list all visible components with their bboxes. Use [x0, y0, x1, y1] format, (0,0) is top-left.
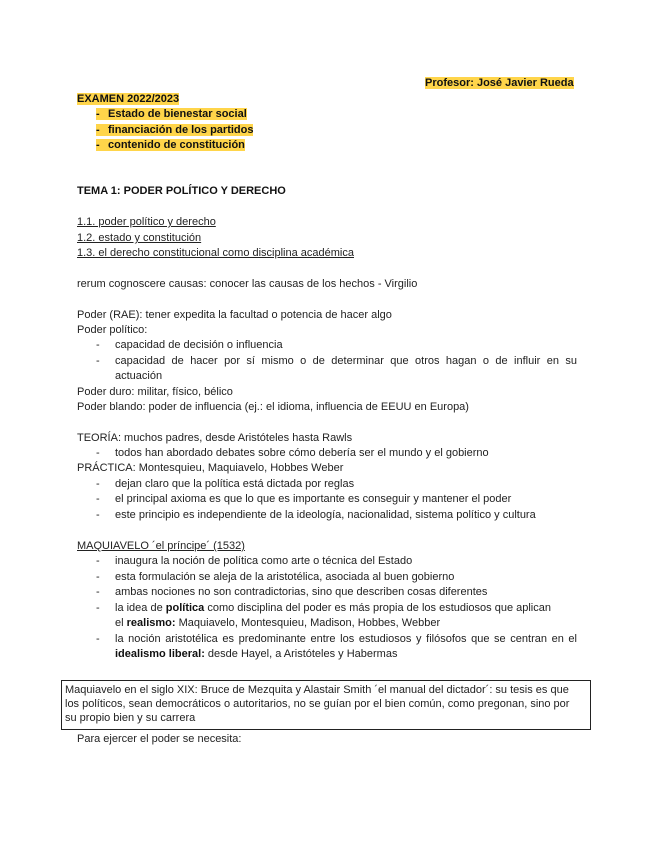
exam-bullet: - [96, 124, 108, 136]
practica-line: PRÁCTICA: Montesquieu, Maquiavelo, Hobbes Weber [77, 462, 344, 474]
maquiavelo-title: MAQUIAVELO ´el príncipe´ (1532) [77, 540, 245, 552]
bullet: - [96, 447, 100, 459]
keyword-idealismo: idealismo liberal: [115, 648, 205, 660]
toc-item: 1.3. el derecho constitucional como disciplina académica [77, 247, 354, 259]
exam-bullet: - [96, 108, 108, 120]
bullet: - [96, 339, 100, 351]
list-item: capacidad de hacer por sí mismo o de determinar que otros hagan o de influir en su [115, 355, 577, 367]
teoria-line: TEORÍA: muchos padres, desde Aristóteles hasta Rawls [77, 432, 353, 444]
bullet: - [96, 633, 100, 645]
toc-item: 1.1. poder político y derecho [77, 216, 216, 228]
list-item-continuation: actuación [115, 370, 163, 382]
list-item: capacidad de decisión o influencia [115, 339, 283, 351]
bullet: - [96, 586, 100, 598]
exam-item: financiación de los partidos [108, 124, 254, 136]
list-item: ambas nociones no son contradictorias, sino que describen cosas diferentes [115, 586, 488, 598]
text-fragment: Maquiavelo, Montesquieu, Madison, Hobbes, Webber [175, 617, 441, 629]
bullet: - [96, 602, 100, 614]
poder-blando: Poder blando: poder de influencia (ej.: el idioma, influencia de EEUU en Europa) [77, 401, 469, 413]
bullet: - [96, 493, 100, 505]
exam-item: Estado de bienestar social [108, 108, 247, 120]
box-line: los políticos, sean democráticos o autoritarios, no se guían por el bien común, como pregonan, sino por [65, 698, 570, 710]
text-fragment: desde Hayel, a Aristóteles y Habermas [204, 648, 398, 660]
list-item: esta formulación se aleja de la aristotélica, asociada al buen gobierno [115, 571, 455, 583]
text-fragment: el [115, 617, 127, 629]
section-title: TEMA 1: PODER POLÍTICO Y DERECHO [77, 185, 286, 197]
list-item: todos han abordado debates sobre cómo debería ser el mundo y el gobierno [115, 447, 489, 459]
bullet: - [96, 355, 100, 367]
toc-item: 1.2. estado y constitución [77, 232, 202, 244]
poder-politico: Poder político: [77, 324, 148, 336]
list-item-continuation [115, 617, 440, 629]
bullet: - [96, 509, 100, 521]
text-fragment: como disciplina del poder es más propia de los estudiosos que aplican [204, 602, 551, 614]
bullet: - [96, 555, 100, 567]
list-item: el principal axioma es que lo que es importante es conseguir y mantener el poder [115, 493, 512, 505]
box-line: Maquiavelo en el siglo XIX: Bruce de Mezquita y Alastair Smith ´el manual del dictador´: su tesis es que [65, 684, 569, 696]
list-item: inaugura la noción de política como arte o técnica del Estado [115, 555, 413, 567]
professor-name: Profesor: José Javier Rueda [425, 77, 574, 89]
bullet: - [96, 571, 100, 583]
bullet: - [96, 478, 100, 490]
poder-rae: Poder (RAE): tener expedita la facultad o potencia de hacer algo [77, 309, 392, 321]
list-item: dejan claro que la política está dictada por reglas [115, 478, 355, 490]
keyword-politica: política [165, 602, 205, 614]
list-item: este principio es independiente de la ideología, nacionalidad, sistema político y cultura [115, 509, 536, 521]
highlight-box [61, 680, 591, 730]
keyword-realismo: realismo: [126, 617, 176, 629]
list-item-continuation [115, 648, 397, 660]
exam-item: contenido de constitución [108, 139, 245, 151]
text-fragment: la idea de [115, 602, 166, 614]
list-item-politica [115, 602, 551, 614]
closing-line: Para ejercer el poder se necesita: [77, 733, 242, 745]
poder-duro: Poder duro: militar, físico, bélico [77, 386, 233, 398]
exam-bullet: - [96, 139, 108, 151]
exam-title: EXAMEN 2022/2023 [77, 93, 180, 105]
box-line: su propio bien y su carrera [65, 712, 196, 724]
list-item: la noción aristotélica es predominante entre los estudiosos y filósofos que se centran en el [115, 633, 577, 645]
quote-line: rerum cognoscere causas: conocer las causas de los hechos - Virgilio [77, 278, 418, 290]
